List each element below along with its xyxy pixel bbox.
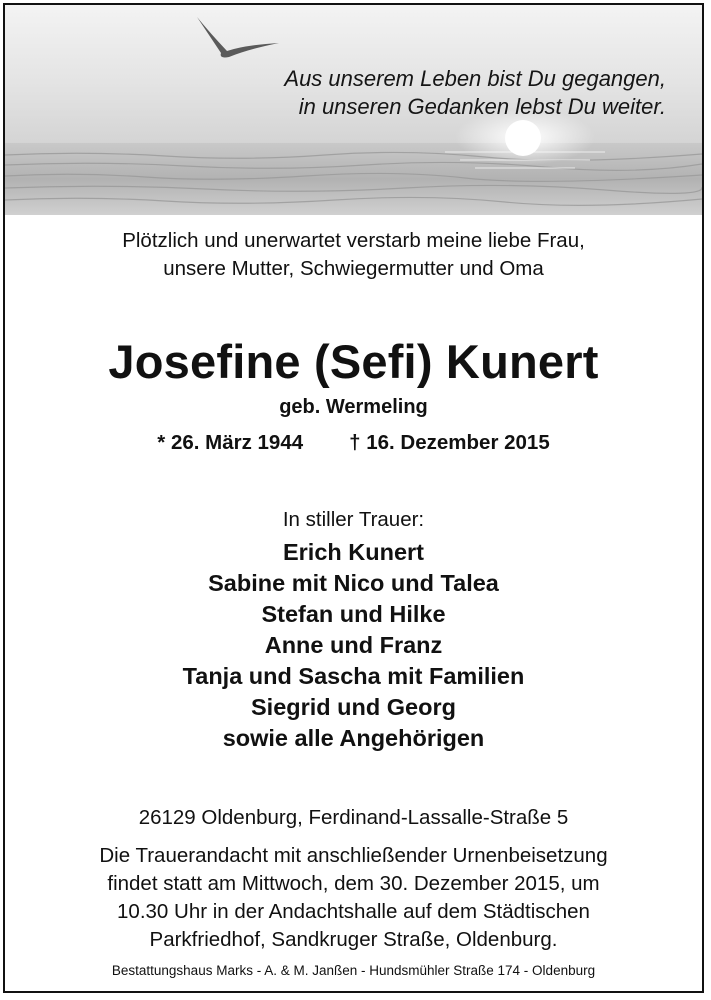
mourner-name: Anne und Franz: [264, 632, 443, 658]
life-dates: [5, 428, 702, 458]
mourner-name: Siegrid und Georg: [251, 694, 456, 720]
family-address: 26129 Oldenburg, Ferdinand-Lassalle-Straße 5: [138, 806, 569, 829]
intro-line-2: unsere Mutter, Schwiegermutter und Oma: [163, 257, 544, 280]
birth-date: * 26. März 1944: [157, 431, 304, 454]
birth-name: geb. Wermeling: [279, 396, 428, 418]
mourner-name: Erich Kunert: [282, 539, 425, 565]
memorial-quote: [284, 65, 666, 121]
obituary-card: [3, 3, 704, 993]
funeral-home-footer: Bestattungshaus Marks - A. & M. Janßen - Hundsmühler Straße 174 - Oldenburg: [111, 963, 596, 978]
mourner-name: Tanja und Sascha mit Familien: [182, 663, 525, 689]
service-line-4: Parkfriedhof, Sandkruger Straße, Oldenburg.: [149, 928, 558, 951]
death-date: † 16. Dezember 2015: [349, 431, 550, 454]
intro-text: [5, 227, 702, 283]
quote-line-2: in unseren Gedanken lebst Du weiter.: [298, 94, 666, 119]
sea-photo: [5, 5, 702, 215]
mourner-name: Stefan und Hilke: [261, 601, 446, 627]
service-line-3: 10.30 Uhr in der Andachtshalle auf dem Städtischen: [117, 900, 590, 923]
quote-line-1: Aus unserem Leben bist Du gegangen,: [284, 66, 666, 91]
service-line-1: Die Trauerandacht mit anschließender Urnenbeisetzung: [99, 844, 608, 867]
service-line-2: findet statt am Mittwoch, dem 30. Dezember 2015, um: [107, 872, 600, 895]
mourner-name: sowie alle Angehörigen: [222, 725, 485, 751]
mourners-list: [5, 537, 702, 754]
mourner-name: Sabine mit Nico und Talea: [208, 570, 499, 596]
sun-icon: [505, 120, 541, 156]
service-details: [5, 842, 702, 954]
deceased-name: Josefine (Sefi) Kunert: [108, 335, 599, 388]
intro-line-1: Plötzlich und unerwartet verstarb meine liebe Frau,: [122, 229, 585, 252]
mourning-label: In stiller Trauer:: [282, 508, 425, 531]
